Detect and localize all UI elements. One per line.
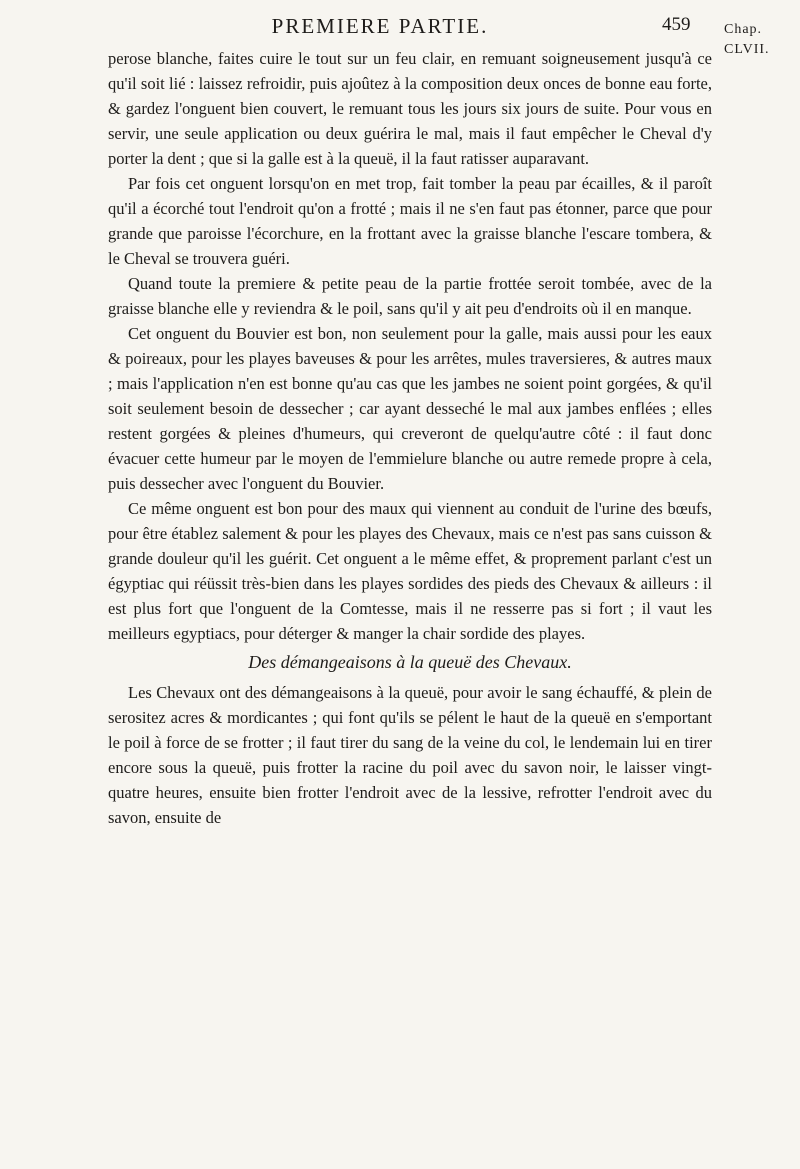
paragraph: Quand toute la premiere & petite peau de la partie frottée seroit tombée, avec de la graisse blanche elle y reviendra & le poil, sans qu'il y ait peu d'endroits où il en manque. [108,274,712,318]
running-head: PREMIERE PARTIE. [271,14,489,38]
margin-note-number: CLVII. [724,42,770,57]
page-number: 459 [662,14,691,35]
paragraph: Les Chevaux ont des démangeaisons à la queuë, pour avoir le sang échauffé, & plein de serositez acres & mordicantes ; qui font qu'ils se pélent le haut de la queuë en s'emportant le poil à force de se frotter ; il faut tirer du sang de la veine du col, le lendemain lui en tirer encore sous la queuë, puis frotter la racine du poil avec du savon noir, le laisser vingt-quatre heures, ensuite bien frotter l'endroit avec de la lessive, refrotter l'endroit avec du savon, ensuite de [108,683,712,827]
page-header [0,14,800,44]
margin-note [724,20,770,60]
section-heading: Des démangeaisons à la queuë des Chevaux. [248,652,572,672]
paragraph: perose blanche, faites cuire le tout sur un feu clair, en remuant soigneusement jusqu'à ce qu'il soit lié : laissez refroidir, puis ajoûtez à la composition deux onces de bonne eau forte, & gardez l'onguent bien couvert, le remuant tous les jours six jours de suite. Pour vous en servir, une seule application ou deux guérira le mal, mais il faut empêcher le Cheval d'y porter la dent ; que si la galle est à la queuë, il la faut ratisser auparavant. [108,49,712,168]
paragraph: Ce même onguent est bon pour des maux qui viennent au conduit de l'urine des bœufs, pour être établez salement & pour les playes des Chevaux, mais ce n'est pas sans cuisson & grande douleur qu'il les guérit. Cet onguent a le même effet, & proprement parlant c'est un égyptiac qui réüssit très-bien dans les playes sordides des pieds des Chevaux & ailleurs : il est plus fort que l'onguent de la Comtesse, mais il ne resserre pas si fort ; il vaut les meilleurs egyptiacs, pour déterger & manger la chair sordide des playes. [108,499,712,643]
margin-note-chapter: Chap. [724,22,763,37]
body-text [108,46,712,830]
paragraph: Cet onguent du Bouvier est bon, non seulement pour la galle, mais aussi pour les eaux & poireaux, pour les playes baveuses & pour les arrêtes, mules traversieres, & autres maux ; mais l'application n'en est bonne qu'au cas que les jambes ne soient point gorgées, & qu'il soit seulement besoin de dessecher ; car ayant desseché le mal aux jambes enflées ; elles restent gorgées & pleines d'humeurs, qui creveront de quelqu'autre côté : il faut donc évacuer cette humeur par le moyen de l'emmielure blanche ou autre remede propre à cela, puis dessecher avec l'onguent du Bouvier. [108,324,712,493]
paragraph: Par fois cet onguent lorsqu'on en met trop, fait tomber la peau par écailles, & il paroît qu'il a écorché tout l'endroit qu'on a frotté ; mais il ne s'en faut pas étonner, parce que pour grande que paroisse l'écorchure, en la frottant avec la graisse blanche l'escare tombera, & le Cheval se trouvera guéri. [108,174,712,268]
